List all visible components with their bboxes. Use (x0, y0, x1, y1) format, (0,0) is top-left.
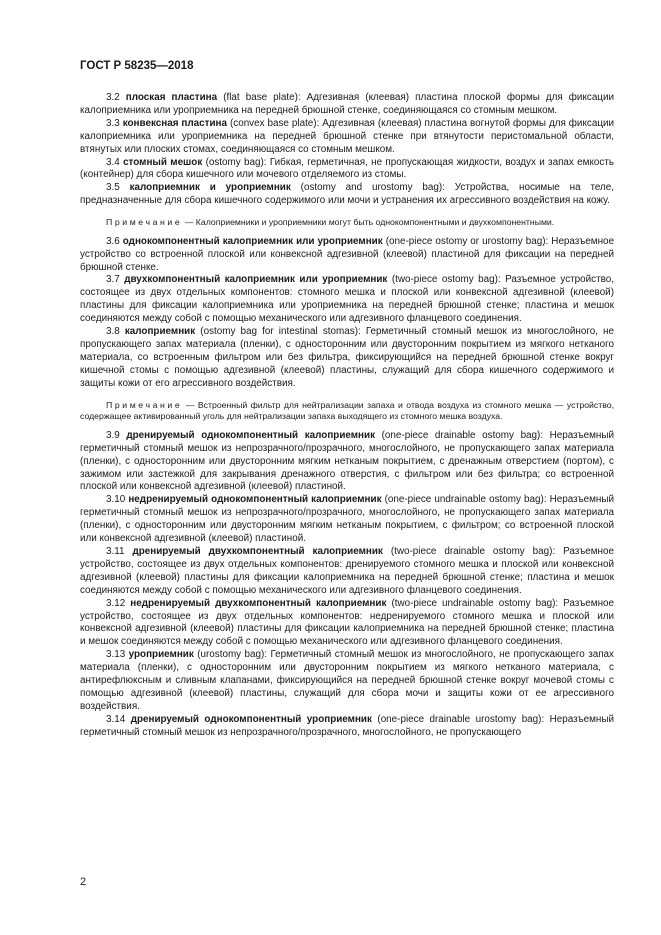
term: стомный мешок (123, 156, 203, 168)
term: уроприемник (128, 649, 194, 661)
term: недренируемый двухкомпонентный калоприемник (130, 597, 387, 609)
entry-3-12: 3.12 недренируемый двухкомпонентный калоприемник (two-piece undrainable ostomy bag): Разъемное устройство, состоящее из двух отдельных компонентов: недренируемого стомного мешка и плоской или конвексной адгезивной (клеевой) пластины для фиксации калоприемника на передней брюшной стенке; пластина и мешок соединяются между собой с помощью механического или адгезивного фланцевого соединения. (80, 597, 615, 648)
entry-3-3: 3.3 конвексная пластина (convex base plate): Адгезивная (клеевая) пластина вогнутой формы для фиксации калоприемника или уроприемника на передней брюшной стенке при втянутости перистомальной области, втянутых или плоских стомах, соединяющаяся со стомным мешком. (80, 117, 615, 155)
note-2: Примечание — Встроенный фильтр для нейтрализации запаха и отвода воздуха из стомного мешка — устройство, содержащее активированный уголь для нейтрализации запаха выходящего из стомного мешка воздуха. (80, 399, 614, 422)
entry-3-7: 3.7 двухкомпонентный калоприемник или уроприемник (two-piece ostomy bag): Разъемное устройство, состоящее из двух отдельных компонентов: стомного мешка и плоской или конвексной адгезивной (клеевой) пластины для фиксации калоприемника или уроприемника на передней брюшной стенке; пластина и мешок соединяются между собой с помощью механического или адгезивного фланцевого соединения. (80, 274, 614, 325)
entry-3-13: 3.13 уроприемник (urostomy bag): Герметичный стомный мешок из многослойного, не пропускающего запах материала (пленки), с односторонним или двусторонним покрытием из мягкого нетканого материала, с антирефлюксным и сливным клапанами, фиксирующийся на передней брюшной стенке вокруг мочевой стомы с помощью адгезивной (клеевой) пластины, служащий для сбора мочи и защиты кожи от ее агрессивного воздействия. (80, 649, 614, 712)
entry-3-6: 3.6 однокомпонентный калоприемник или уроприемник (one-piece ostomy or urostomy bag): Неразъемное устройство со встроенной плоской или конвексной адгезивной (клеевой) пластиной для фиксации на передней брюшной стенке. (80, 235, 615, 273)
term: дренируемый однокомпонентный уроприемник (130, 713, 372, 725)
entry-3-11: 3.11 дренируемый двухкомпонентный калоприемник (two-piece drainable ostomy bag): Разъемное устройство, состоящее из двух отдельных компонентов: дренируемого стомного мешка и плоской или конвексной адгезивной (клеевой) пластины для фиксации калоприемника на передней брюшной стенке; пластина и мешок соединяются между собой с помощью механического или адгезивного фланцевого соединения. (80, 545, 614, 596)
term: калоприемник и уроприемник (129, 182, 291, 194)
term: дренируемый однокомпонентный калоприемник (126, 429, 376, 441)
term: недренируемый однокомпонентный калоприемник (128, 494, 382, 506)
entry-3-8: 3.8 калоприемник (ostomy bag for intestinal stomas): Герметичный стомный мешок из многослойного, не пропускающего запах материала (пленки), с односторонним или двусторонним покрытием из мягкого нетканого материала, со встроенным фильтром или без фильтра, фиксирующийся на передней брюшной стенке вокруг кишечной стомы с помощью адгезивной (клеевой) пластины, служащий для сбора кишечного содержимого и защиты кожи от его агрессивного воздействия. (80, 326, 615, 389)
entry-3-5: 3.5 калоприемник и уроприемник (ostomy and urostomy bag): Устройства, носимые на теле, предназначенные для сбора кишечного содержимого или мочи и устранения их агрессивного воздействия на кожу. (80, 182, 615, 207)
term: конвексная пластина (122, 117, 228, 129)
term: однокомпонентный калоприемник или уроприемник (122, 235, 383, 247)
document-body (80, 92, 614, 740)
term: двухкомпонентный калоприемник или уроприемник (124, 274, 388, 286)
note-1: Примечание — Калоприемники и уроприемники могут быть однокомпонентными и двухкомпонентными. (106, 217, 555, 228)
entry-3-14: 3.14 дренируемый однокомпонентный уроприемник (one-piece drainable urostomy bag): Неразъемный герметичный стомный мешок из непрозрачного/прозрачного, многослойного, не пропускающего (80, 713, 614, 738)
entry-3-2: 3.2 плоская пластина (flat base plate): Адгезивная (клеевая) пластина плоской формы для фиксации калоприемника или уроприемника на передней брюшной стенке, соединяющаяся со стомным мешком. (80, 92, 614, 116)
entry-3-9: 3.9 дренируемый однокомпонентный калоприемник (one-piece drainable ostomy bag): Неразъемный герметичный стомный мешок из непрозрачного/прозрачного, многослойного, не пропускающего запах материала (пленки), с односторонним или двусторонним мягким нетканым покрытием, с дренажным отверстием (портом), с зажимом или застежкой для закрывания дренажного отверстия, с фильтром или без фильтра; со встроенной плоской или конвексной адгезивной (клеевой) пластиной. (80, 429, 615, 493)
entry-3-4: 3.4 стомный мешок (ostomy bag): Гибкая, герметичная, не пропускающая жидкости, воздух и запах емкость (контейнер) для сбора кишечного или мочевого отделяемого из стомы. (80, 156, 614, 181)
entry-3-10: 3.10 недренируемый однокомпонентный калоприемник (one-piece undrainable ostomy bag): Неразъемный герметичный стомный мешок из непрозрачного/прозрачного, многослойного, не пропускающего запах материала (пленки), с односторонним или двусторонним мягким нетканым покрытием, с фильтром; со встроенной плоской или конвексной адгезивной (клеевой) пластиной. (80, 494, 614, 545)
page-number: 2 (80, 876, 87, 888)
document-header: ГОСТ Р 58235—2018 (80, 60, 194, 72)
term: калоприемник (124, 326, 196, 338)
term: плоская пластина (125, 92, 218, 103)
term: дренируемый двухкомпонентный калоприемник (132, 545, 383, 557)
